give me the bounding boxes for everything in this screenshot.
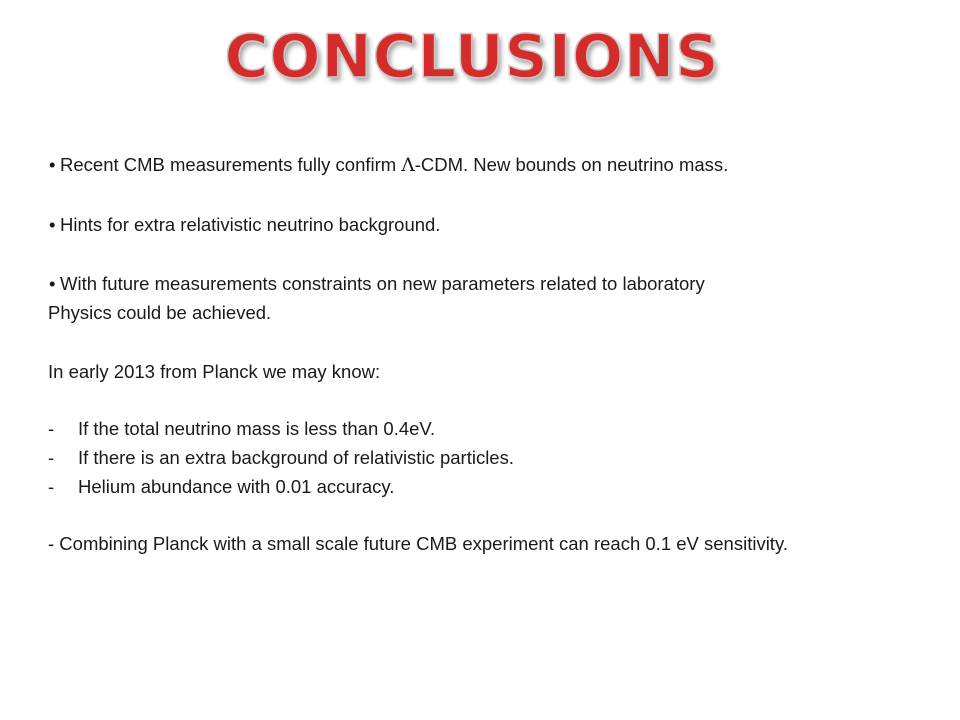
- list-item-text: If there is an extra background of relativistic particles.: [78, 447, 514, 468]
- bullet-hints: [48, 210, 938, 239]
- dash-marker: -: [48, 418, 55, 439]
- dash-marker: -: [48, 447, 55, 468]
- bullet-hints-text: Hints for extra relativistic neutrino background.: [60, 214, 441, 235]
- planck-intro: In early 2013 from Planck we may know:: [48, 361, 381, 382]
- bullet-cmb-text-post: -CDM. New bounds on neutrino mass.: [414, 154, 729, 175]
- bullet-future: [48, 269, 938, 298]
- list-item-neutrino-mass: [48, 414, 938, 443]
- list-item-text: Helium abundance with 0.01 accuracy.: [78, 476, 395, 497]
- slide-title-text: CONCLUSIONS: [224, 22, 720, 92]
- slide-title: [0, 22, 930, 92]
- bullet-marker: •: [49, 154, 56, 175]
- bullet-marker: •: [49, 273, 56, 294]
- dash-marker: -: [48, 476, 55, 497]
- spacer: [48, 239, 938, 269]
- bullet-cmb: [48, 150, 938, 180]
- bullet-marker: •: [49, 214, 56, 235]
- slide-body: [48, 150, 938, 558]
- spacer: [48, 386, 938, 414]
- lambda-symbol: Λ: [401, 155, 415, 176]
- list-item-background: [48, 443, 938, 472]
- spacer: [48, 501, 938, 529]
- bullet-future-line1: With future measurements constraints on new parameters related to laboratory: [60, 273, 705, 294]
- spacer: [48, 180, 938, 210]
- bullet-future-line2: Physics could be achieved.: [48, 302, 272, 323]
- spacer: [48, 327, 938, 357]
- closing-statement: - Combining Planck with a small scale future CMB experiment can reach 0.1 eV sensitivity.: [48, 533, 788, 554]
- list-item-helium: [48, 472, 938, 501]
- list-item-text: If the total neutrino mass is less than 0.4eV.: [78, 418, 436, 439]
- bullet-cmb-text-pre: Recent CMB measurements fully confirm: [60, 154, 402, 175]
